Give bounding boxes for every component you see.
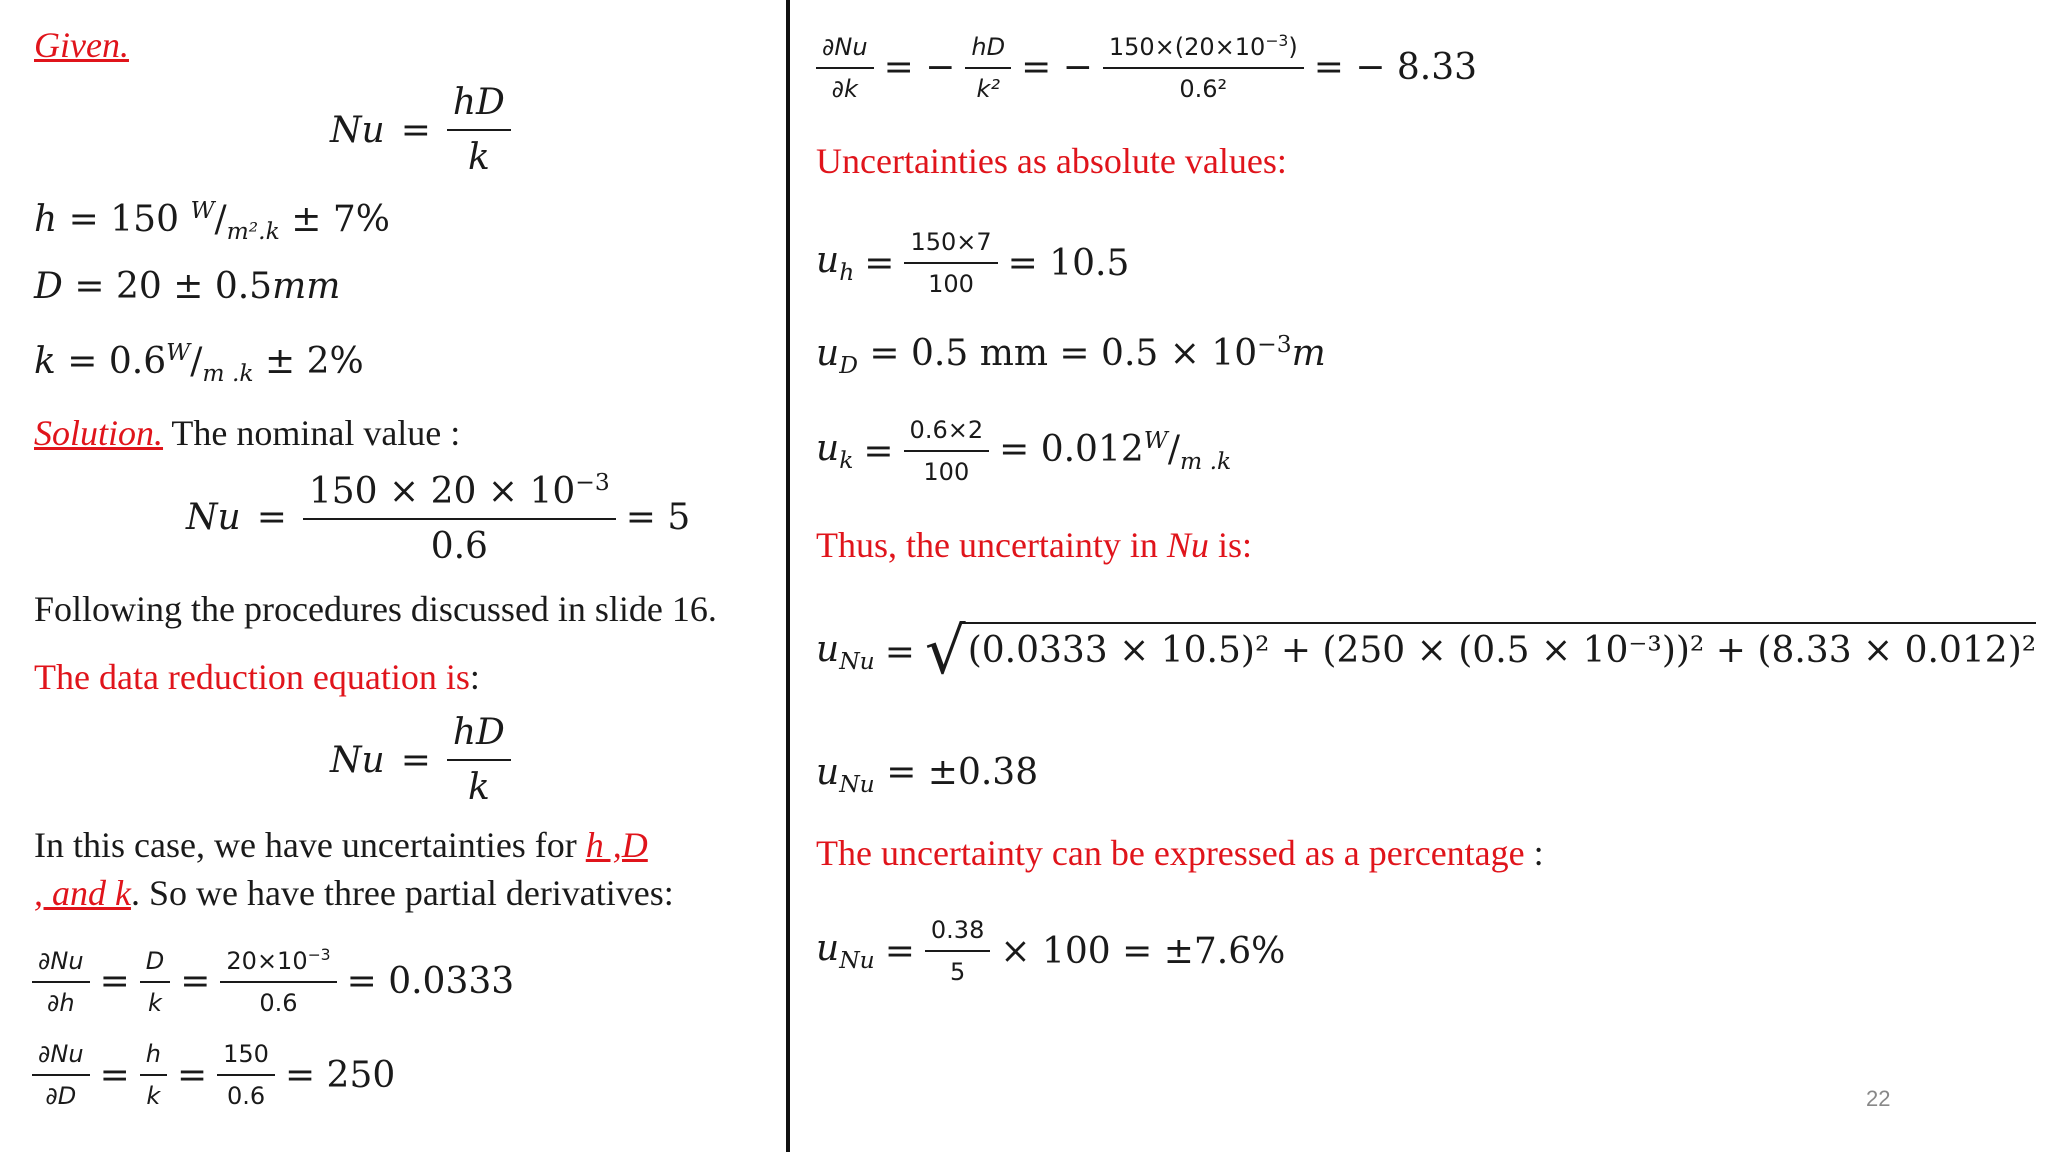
equals: = — [67, 341, 98, 382]
dD-value-fraction — [217, 1040, 275, 1110]
equals: = — [68, 199, 99, 240]
denominator: k — [148, 988, 162, 1017]
subscript: k — [839, 446, 854, 475]
hd-over-k — [447, 712, 511, 808]
exponent: −3 — [1257, 330, 1292, 358]
colon: : — [1524, 833, 1544, 873]
uD-symbol — [816, 333, 858, 380]
percentage-line — [816, 832, 1544, 874]
d-value: 20 — [115, 266, 162, 307]
uk-equation — [816, 416, 1231, 486]
h-over-k — [140, 1040, 167, 1110]
u-symbol: u — [816, 927, 840, 969]
subscript: Nu — [839, 647, 875, 676]
unit: m — [1291, 333, 1326, 374]
h-symbol: h — [34, 199, 58, 240]
numerator-text: 150×(20×10 — [1108, 33, 1266, 61]
denominator: 5 — [949, 958, 966, 986]
equals: = — [74, 266, 105, 307]
equals: = — [884, 631, 915, 673]
numerator — [1103, 32, 1304, 69]
thus-line — [816, 524, 1252, 566]
numerator: 0.38 — [925, 916, 990, 952]
uncert-link-1: h ,D — [585, 825, 648, 865]
thus-text: Thus, the uncertainty in — [816, 525, 1167, 565]
numerator: 0.6×2 — [904, 416, 990, 452]
equals: = — [864, 242, 895, 284]
k-value: 0.6 — [108, 341, 167, 382]
uk-result: = $0.012^W/_{m .k}$ — [999, 426, 1232, 476]
data-reduction-text: The data reduction equation is — [34, 657, 470, 697]
numerator: hD — [447, 712, 511, 761]
subscript: Nu — [839, 770, 875, 799]
equals: = — [400, 739, 431, 781]
radicand: (0.0333 × 10.5)² + (250 × (0.5 × 10⁻³))² + (8.33 × 0.012)² — [964, 622, 2037, 682]
partial-dk — [816, 32, 1477, 103]
dk-value-fraction — [1103, 32, 1304, 103]
equals-minus: = − — [883, 47, 956, 88]
equals-minus: = − — [1021, 47, 1093, 88]
nominal-fraction — [303, 468, 616, 567]
thus-end: is: — [1208, 525, 1252, 565]
numerator-text: 150 × 20 × 10 — [308, 471, 576, 512]
percentage-text: The uncertainty can be expressed as a percentage — [816, 833, 1525, 873]
unu-symbol — [816, 752, 875, 799]
numerator: 150×7 — [904, 228, 997, 264]
u-symbol: u — [816, 628, 840, 670]
numerator-text: 20×10 — [226, 947, 308, 975]
partial-dh — [32, 946, 514, 1017]
numerator: hD — [447, 82, 511, 131]
column-divider — [786, 0, 790, 1152]
equals: = — [863, 430, 894, 472]
dnu-dk — [816, 33, 874, 103]
unit-denominator: m .k — [1179, 447, 1232, 476]
unit-numerator: W — [1143, 426, 1168, 455]
numerator: 150 — [217, 1040, 275, 1076]
denominator: 0.6 — [226, 1082, 266, 1110]
square-root — [924, 615, 2037, 689]
denominator: 0.6 — [430, 526, 488, 567]
nominal-text: The nominal value : — [171, 413, 461, 453]
nu-definition — [330, 82, 511, 178]
uncertainties-line-1 — [34, 824, 648, 866]
unu-percent-equation — [816, 916, 1285, 986]
h-value: 150 — [110, 199, 179, 240]
uD-text: = 0.5 mm = 0.5 × 10 — [869, 333, 1258, 374]
solution-heading: Solution. — [34, 413, 164, 453]
unu-result: = ±0.38 — [886, 752, 1039, 793]
exponent: −3 — [1265, 32, 1289, 50]
equals: = — [176, 1054, 208, 1096]
k-tolerance: ± 2% — [265, 341, 364, 382]
uk-value: = 0.012 — [999, 429, 1144, 471]
denominator: 0.6² — [1179, 75, 1228, 103]
numerator: ∂Nu — [32, 1040, 90, 1076]
numerator — [220, 946, 336, 983]
denominator: ∂D — [45, 1082, 77, 1110]
close-paren: ) — [1288, 33, 1298, 61]
equals: = — [99, 961, 130, 1002]
denominator: 100 — [923, 458, 970, 486]
denominator: ∂h — [46, 988, 75, 1017]
subscript: D — [839, 351, 858, 380]
numerator: D — [140, 947, 170, 983]
uh-symbol — [816, 240, 854, 286]
unu-root-equation — [816, 615, 2037, 689]
hd-over-k-squared — [965, 33, 1011, 103]
dh-result: = 0.0333 — [346, 961, 515, 1002]
h-tolerance: ± 7% — [291, 199, 390, 240]
equals: = — [400, 109, 431, 151]
subscript: Nu — [839, 946, 875, 975]
denominator: k — [467, 137, 490, 178]
denominator: k — [467, 767, 490, 808]
uncert-text-1: In this case, we have uncertainties for — [34, 825, 586, 865]
nu-lhs: Nu — [186, 497, 241, 538]
k-symbol: k — [34, 341, 56, 382]
u-symbol: u — [816, 427, 840, 469]
unu-result-equation — [816, 752, 1038, 798]
page-number: 22 — [1866, 1086, 1891, 1111]
unit-numerator: W — [190, 196, 215, 224]
uh-result: = 10.5 — [1007, 242, 1130, 284]
given-heading: Given. — [34, 25, 129, 65]
nu-definition-2 — [330, 712, 511, 808]
solution-line — [34, 412, 460, 454]
uk-fraction — [904, 416, 990, 486]
u-symbol: u — [816, 239, 840, 281]
percent-result: × 100 = ±7.6% — [1000, 930, 1286, 972]
nominal-equation — [186, 468, 690, 567]
u-symbol: u — [816, 333, 840, 374]
denominator: 100 — [928, 270, 974, 298]
nu-lhs: Nu — [330, 109, 385, 151]
data-reduction-line — [34, 656, 480, 698]
numerator: h — [140, 1040, 167, 1076]
dh-value-fraction — [220, 946, 336, 1017]
dnu-dh — [32, 947, 90, 1017]
dnu-dD — [32, 1040, 90, 1110]
d-over-k — [140, 947, 170, 1017]
d-unit: mm — [272, 266, 341, 307]
uD-equation — [816, 330, 1326, 379]
subscript: h — [839, 258, 855, 287]
uh-fraction — [904, 228, 997, 298]
colon: : — [469, 657, 480, 697]
denominator: ∂k — [831, 74, 858, 103]
h-given-line: h = 150 $^W/_{m^2.k} \pm 7\%$ — [34, 196, 390, 246]
following-text: Following the procedures discussed in slide 16. — [34, 589, 717, 629]
equals: = — [180, 961, 211, 1002]
uncertainties-line-2 — [34, 872, 674, 914]
numerator: ∂Nu — [816, 33, 874, 69]
hd-over-k — [447, 82, 511, 178]
equals: = — [256, 497, 287, 538]
unit-numerator: W — [166, 338, 191, 366]
d-given-line — [34, 266, 340, 307]
u-symbol: u — [816, 752, 840, 793]
equals: = — [884, 930, 915, 972]
equals: = — [99, 1054, 130, 1096]
d-tolerance: ± 0.5 — [173, 266, 273, 307]
uncert-link-2: , and k — [34, 873, 131, 913]
nu-lhs: Nu — [330, 739, 385, 781]
unit-denominator: m .k — [202, 359, 254, 388]
numerator — [303, 468, 616, 520]
denominator: 0.6 — [259, 989, 298, 1017]
exponent: −3 — [307, 946, 331, 964]
absolute-values-heading: Uncertainties as absolute values: — [816, 141, 1287, 181]
d-symbol: D — [34, 266, 63, 307]
nu-symbol: Nu — [1166, 525, 1209, 565]
unit-denominator: m².k — [226, 217, 280, 246]
denominator: k² — [976, 74, 1000, 103]
nominal-result: = 5 — [625, 497, 691, 538]
numerator: hD — [965, 33, 1011, 69]
uncert-text-2: . So we have three partial derivatives: — [130, 873, 674, 913]
denominator: k — [146, 1082, 161, 1110]
radical-sign: √ — [924, 615, 966, 689]
uh-equation — [816, 228, 1129, 298]
percent-fraction — [925, 916, 990, 986]
partial-dD — [32, 1040, 395, 1110]
unu-symbol — [816, 928, 875, 974]
numerator: ∂Nu — [32, 947, 90, 983]
exponent: −3 — [575, 468, 610, 496]
uk-symbol — [816, 428, 853, 474]
dD-result: = 250 — [284, 1054, 396, 1096]
k-given-line: $k = 0.6^W/_{m .k} \pm 2\%$ — [34, 338, 364, 388]
dk-result: = − 8.33 — [1313, 47, 1478, 88]
unu-symbol — [816, 629, 875, 675]
